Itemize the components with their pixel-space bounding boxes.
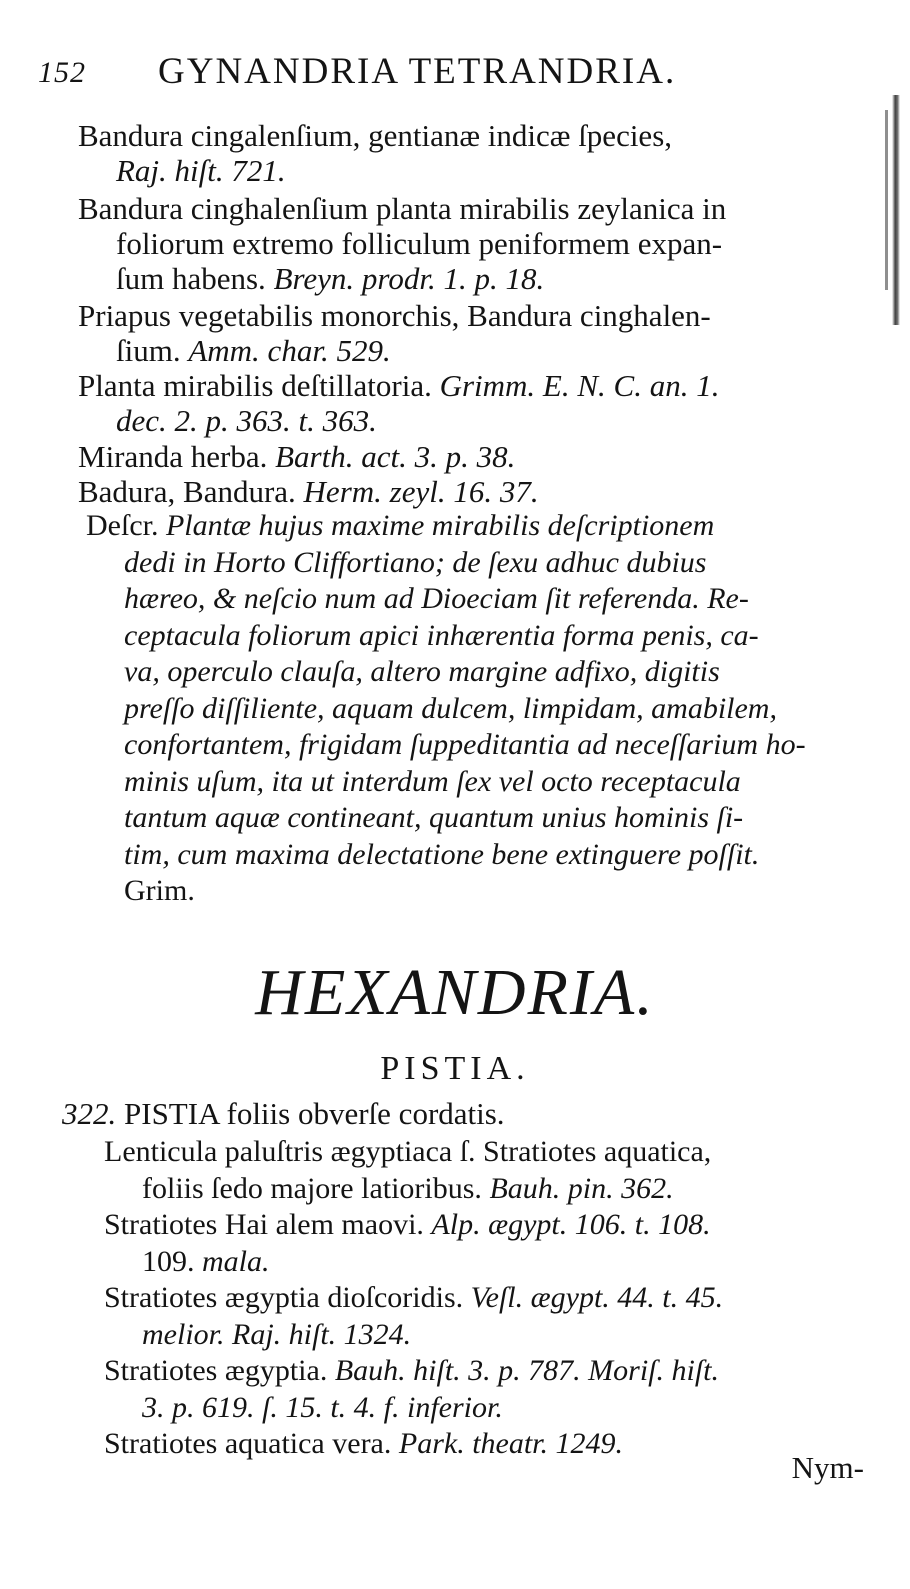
- entry-text: Bandura cinghalenſium planta mirabilis zeylanica in: [78, 191, 727, 226]
- description-line: preſſo diſſiliente, aquam dulcem, limpidam, amabilem,: [124, 691, 777, 725]
- entry-text: Miranda herba.: [78, 439, 268, 474]
- synonym-entry: [78, 298, 848, 368]
- synonym-reference: mala.: [202, 1244, 270, 1278]
- synonym-line: [104, 1244, 894, 1281]
- synonym-reference: 3. p. 619. ſ. 15. t. 4. f. inferior.: [142, 1390, 503, 1424]
- synonym-entry: [78, 439, 848, 474]
- synonym-text: Stratiotes aquatica vera.: [104, 1427, 392, 1460]
- synonym-text: Stratiotes Hai alem maovi.: [104, 1208, 424, 1241]
- description-signature: Grim.: [124, 874, 195, 907]
- description-line: ceptacula foliorum apici inhærentia forma penis, ca-: [124, 618, 759, 652]
- entry-line: [78, 261, 848, 296]
- entry-reference: Breyn. prodr. 1. p. 18.: [273, 261, 545, 296]
- entry-text: ſum habens.: [116, 261, 266, 296]
- synonym-reference: Bauh. hiſt. 3. p. 787. Moriſ. hiſt.: [334, 1354, 719, 1387]
- entry-reference: Raj. hiſt. 721.: [116, 153, 286, 188]
- genus-title: PISTIA.: [380, 1050, 530, 1087]
- entry-line: [78, 153, 848, 188]
- entry-text: foliorum extremo folliculum peniformem expan-: [116, 226, 723, 261]
- synonym-reference: Bauh. pin. 362.: [489, 1171, 674, 1205]
- synonym-text: Stratiotes ægyptia.: [104, 1354, 328, 1387]
- page-edge-shadow: [892, 95, 900, 325]
- entry-reference: Amm. char. 529.: [188, 333, 391, 368]
- synonym-line: [104, 1317, 894, 1354]
- species-number: 322.: [62, 1096, 117, 1131]
- entry-reference: Herm. zeyl. 16. 37.: [303, 474, 539, 509]
- description-line: confortantem, frigidam ſuppeditantia ad neceſſarium ho-: [124, 728, 806, 761]
- synonym-line: [104, 1390, 894, 1427]
- species-heading: [62, 1096, 505, 1132]
- description-block: [86, 508, 856, 910]
- synonym-line: [104, 1134, 894, 1171]
- entry-text: Badura, Bandura.: [78, 474, 296, 509]
- synonym-list: [104, 1134, 894, 1463]
- running-title: GYNANDRIA TETRANDRIA.: [158, 51, 677, 92]
- page-number: 152: [38, 56, 86, 89]
- synonym-reference: Park. theatr. 1249.: [398, 1427, 624, 1460]
- synonym-entry: [78, 191, 848, 296]
- species-diagnosis: foliis obverſe cordatis.: [226, 1096, 505, 1131]
- entry-line: [78, 118, 848, 153]
- synonym-line: [104, 1280, 894, 1317]
- description-line: va, operculo clauſa, altero margine adfixo, digitis: [124, 655, 720, 688]
- entry-line: [78, 191, 848, 226]
- synonym-reference: melior. Raj. hiſt. 1324.: [142, 1317, 412, 1351]
- synonym-line: [104, 1353, 894, 1390]
- entry-reference: dec. 2. p. 363. t. 363.: [116, 403, 377, 438]
- synonym-entry: [78, 368, 848, 438]
- synonym-reference: Alp. ægypt. 106. t. 108.: [431, 1208, 711, 1241]
- entry-text: Priapus vegetabilis monorchis, Bandura cinghalen-: [78, 298, 711, 333]
- entry-reference: Grimm. E. N. C. an. 1.: [439, 368, 720, 403]
- description-text: Plantæ hujus maxime mirabilis deſcriptionem: [165, 509, 715, 542]
- synonym-entry: [78, 474, 848, 509]
- description-line: [86, 508, 856, 545]
- synonym-text: Stratiotes ægyptia dioſcoridis.: [104, 1281, 464, 1314]
- description-line: tim, cum maxima delectatione bene extinguere poſſit.: [124, 837, 760, 871]
- synonym-text: foliis ſedo majore latioribus.: [142, 1171, 482, 1205]
- description-label: Deſcr.: [86, 509, 159, 542]
- entry-text: Bandura cingalenſium, gentianæ indicæ ſpecies,: [78, 118, 673, 153]
- entry-line: [78, 439, 848, 474]
- entry-text: Planta mirabilis deſtillatoria.: [78, 368, 432, 403]
- entry-reference: Barth. act. 3. p. 38.: [275, 439, 516, 474]
- synonym-text: Lenticula paluſtris ægyptiaca ſ. Stratiotes aquatica,: [104, 1135, 712, 1168]
- entry-line: [78, 368, 848, 403]
- description-line: hæreo, & neſcio num ad Dioeciam ſit referenda. Re-: [124, 582, 749, 615]
- entry-line: [78, 298, 848, 333]
- synonym-line: [104, 1207, 894, 1244]
- synonym-reference: Veſl. ægypt. 44. t. 45.: [470, 1281, 724, 1314]
- description-line: minis uſum, ita ut interdum ſex vel octo receptacula: [124, 764, 741, 798]
- synonym-text: 109.: [142, 1244, 195, 1278]
- entry-text: ſium.: [116, 333, 181, 368]
- synonym-line: [104, 1426, 894, 1463]
- species-name: PISTIA: [124, 1096, 219, 1131]
- entry-line: [78, 226, 848, 261]
- description-line: dedi in Horto Cliffortiano; de ſexu adhuc dubius: [124, 545, 707, 579]
- entry-line: [78, 333, 848, 368]
- section-title: HEXANDRIA.: [255, 956, 655, 1029]
- catchword: Nym-: [791, 1450, 864, 1485]
- entry-line: [78, 403, 848, 438]
- page-header: [38, 50, 858, 100]
- synonym-line: [104, 1171, 894, 1208]
- entry-line: [78, 474, 848, 509]
- page-edge-shadow-inner: [885, 110, 888, 290]
- synonym-entry: [78, 118, 848, 188]
- description-line: tantum aquæ contineant, quantum unius hominis ſi-: [124, 801, 744, 834]
